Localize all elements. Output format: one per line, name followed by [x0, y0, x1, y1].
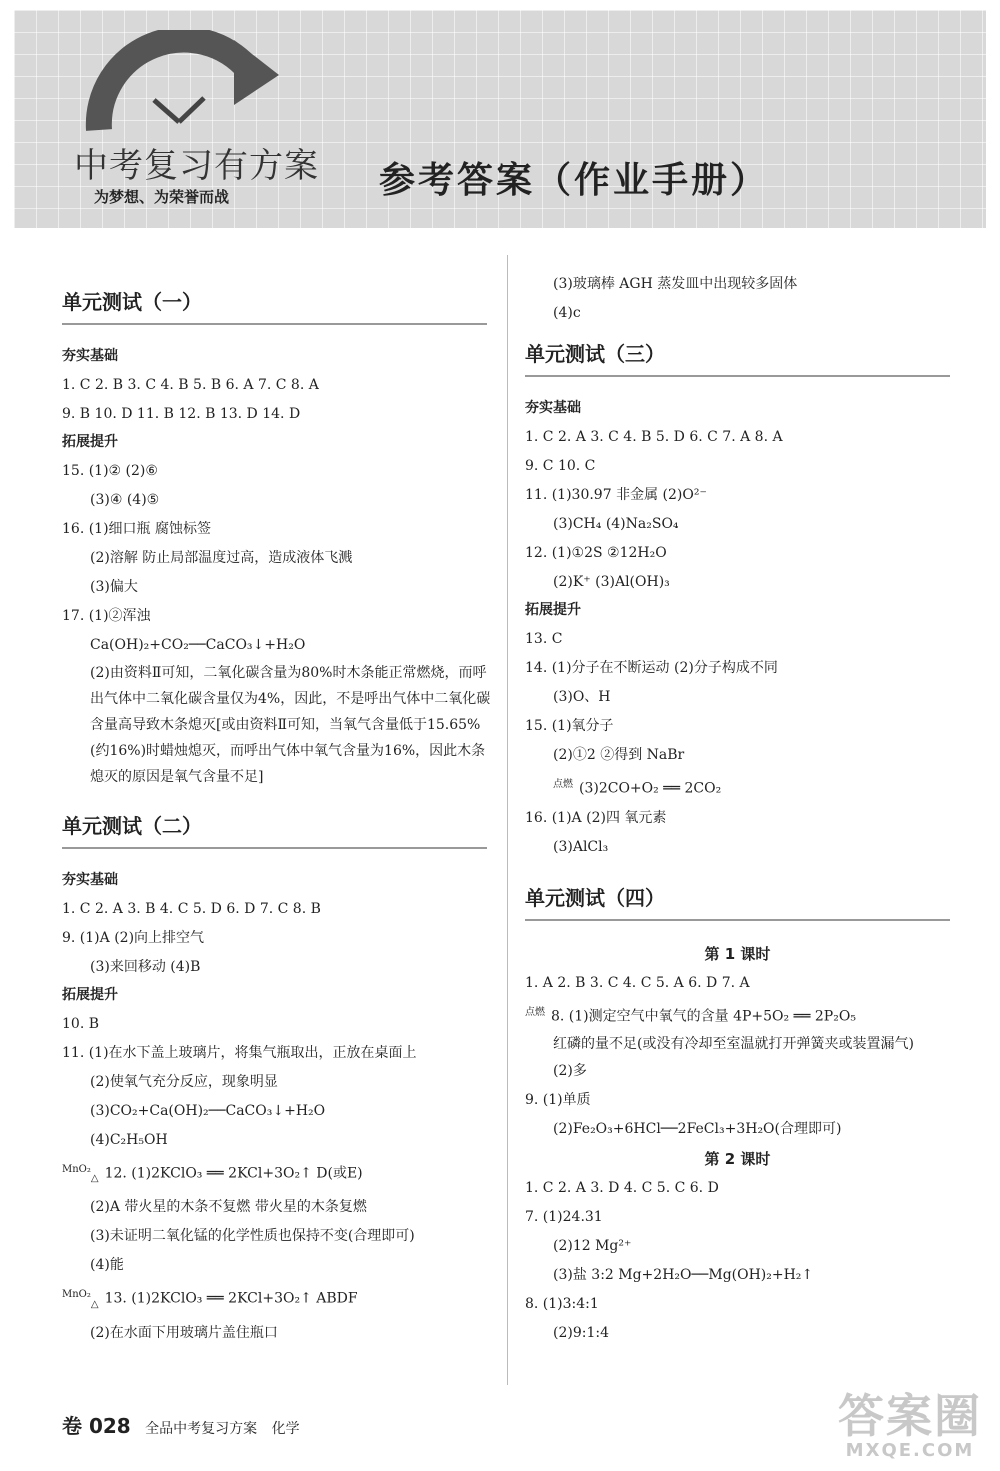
section-head-basic: 夯实基础	[62, 348, 118, 364]
answer-line: 11. (1)在水下盖上玻璃片，将集气瓶取出，正放在桌面上	[62, 1045, 417, 1061]
equation-condition: MnO₂	[62, 1164, 91, 1175]
equation-text: 8. (1)测定空气中氧气的含量 4P+5O₂ ══ 2P₂O₅	[551, 1008, 856, 1025]
section-head-basic: 夯实基础	[525, 400, 581, 416]
answer-line: 13. C	[525, 631, 563, 647]
section-head-extend: 拓展提升	[62, 434, 118, 450]
section-head-basic: 夯实基础	[62, 872, 118, 888]
answer-line: (2)12 Mg²⁺	[553, 1238, 632, 1255]
answer-line: 15. (1)② (2)⑥	[62, 463, 158, 479]
brand-subtitle: 为梦想、为荣誉而战	[94, 188, 230, 206]
answer-line: 8. (1)3:4:1	[525, 1296, 599, 1313]
answer-line: (3)④ (4)⑤	[90, 492, 160, 508]
answer-line: 11. (1)30.97 非金属 (2)O²⁻	[525, 487, 707, 503]
column-divider	[507, 255, 508, 1385]
answer-line: 1. A 2. B 3. C 4. C 5. A 6. D 7. A	[525, 974, 750, 991]
answer-line: (4)能	[90, 1257, 124, 1274]
page-header	[14, 10, 986, 228]
answer-line: 9. (1)A (2)向上排空气	[62, 930, 205, 946]
section-head-extend: 拓展提升	[62, 987, 118, 1003]
answer-line-equation	[525, 998, 955, 1032]
clock-arrow-logo-icon	[74, 30, 304, 140]
answer-line: 1. C 2. A 3. D 4. C 5. C 6. D	[525, 1180, 719, 1197]
answer-line: (3)AlCl₃	[553, 838, 609, 855]
equation-condition: △	[90, 1298, 99, 1310]
unit-title-3: 单元测试（三）	[525, 338, 950, 377]
answer-line-equation	[62, 1155, 492, 1193]
answer-line: 16. (1)细口瓶 腐蚀标签	[62, 521, 211, 537]
watermark-text: 答案圈	[838, 1389, 982, 1443]
answer-line: 7. (1)24.31	[525, 1209, 603, 1226]
answer-paragraph: (2)由资料Ⅱ可知，二氧化碳含量为80%时木条能正常燃烧，而呼出气体中二氧化碳含量仅为4%，因此，不是呼出气体中二氧化碳含量高导致木条熄灭[或由资料Ⅱ可知，当氧气含量低于15.65%(约16%)时蜡烛熄灭，而呼出气体中氧气含量为16%，因此木条熄灭的原因是氧气含量不足]	[90, 665, 491, 785]
answer-line: (4)c	[553, 305, 581, 321]
brand-title: 中考复习有方案	[74, 146, 319, 186]
answer-line: (2)K⁺ (3)Al(OH)₃	[553, 574, 670, 590]
page-footer	[62, 1410, 310, 1439]
answer-line: (2)A 带火星的木条不复燃 带火星的木条复燃	[90, 1199, 367, 1216]
answer-line: (3)偏大	[90, 579, 138, 595]
answer-line: (3)CO₂+Ca(OH)₂──CaCO₃↓+H₂O	[90, 1103, 326, 1119]
answer-line: (3)未证明二氧化锰的化学性质也保持不变(合理即可)	[90, 1228, 415, 1245]
answer-line: 1. C 2. A 3. C 4. B 5. D 6. C 7. A 8. A	[525, 429, 783, 445]
answer-line: (3)CH₄ (4)Na₂SO₄	[553, 516, 679, 532]
watermark-logo	[838, 1389, 982, 1461]
answer-line: 16. (1)A (2)四 氧元素	[525, 809, 667, 826]
answer-line: 15. (1)氧分子	[525, 718, 614, 734]
page-number: 卷 028	[62, 1414, 131, 1438]
book-title: 全品中考复习方案	[145, 1421, 258, 1437]
answer-line: 9. B 10. D 11. B 12. B 13. D 14. D	[62, 406, 301, 422]
unit-title-1: 单元测试（一）	[62, 286, 487, 325]
section-head-extend: 拓展提升	[525, 602, 581, 618]
answer-line: (2)多	[553, 1063, 587, 1080]
equation-condition: 点燃	[553, 779, 573, 790]
answer-line: (3)盐 3:2 Mg+2H₂O──Mg(OH)₂+H₂↑	[553, 1267, 814, 1284]
left-column	[62, 280, 492, 1348]
answer-line: 1. C 2. A 3. B 4. C 5. D 6. D 7. C 8. B	[62, 901, 321, 917]
answer-line: (2)使氧气充分反应，现象明显	[90, 1074, 278, 1090]
answer-line: (2)在水面下用玻璃片盖住瓶口	[90, 1324, 278, 1341]
answer-line: Ca(OH)₂+CO₂──CaCO₃↓+H₂O	[90, 637, 306, 653]
answer-line-equation	[525, 770, 955, 804]
answer-paragraph: 红磷的量不足(或没有冷却至室温就打开弹簧夹或装置漏气)	[553, 1036, 914, 1053]
page-title: 参考答案（作业手册）	[379, 160, 770, 201]
answer-line: (4)C₂H₅OH	[90, 1132, 168, 1148]
equation-text: 12. (1)2KClO₃ ══ 2KCl+3O₂↑ D(或E)	[104, 1165, 363, 1182]
answer-line: 10. B	[62, 1016, 100, 1032]
answer-line: 1. C 2. B 3. C 4. B 5. B 6. A 7. C 8. A	[62, 377, 319, 393]
answer-line: (3)O、H	[553, 689, 611, 705]
answer-line: 9. C 10. C	[525, 458, 596, 474]
answer-line: (3)来回移动 (4)B	[90, 959, 201, 975]
unit-title-2: 单元测试（二）	[62, 810, 487, 849]
answer-line: 17. (1)②浑浊	[62, 608, 151, 624]
lesson-heading: 第 2 课时	[704, 1150, 771, 1169]
watermark-url: MXQE.COM	[845, 1440, 975, 1461]
answer-line: (2)①2 ②得到 NaBr	[553, 747, 685, 763]
equation-condition: MnO₂	[62, 1289, 91, 1301]
equation-condition: △	[90, 1173, 99, 1185]
subject-label: 化学	[271, 1421, 300, 1437]
answer-line: (2)溶解 防止局部温度过高，造成液体飞溅	[90, 550, 353, 566]
answer-line-equation	[62, 1280, 492, 1318]
lesson-heading: 第 1 课时	[704, 944, 771, 963]
answer-line: 14. (1)分子在不断运动 (2)分子构成不同	[525, 660, 778, 676]
answer-line: (2)Fe₂O₃+6HCl──2FeCl₃+3H₂O(合理即可)	[553, 1121, 842, 1138]
equation-condition: 点燃	[525, 1006, 545, 1018]
answer-line: (2)9:1:4	[553, 1325, 609, 1342]
answer-line: (3)玻璃棒 AGH 蒸发皿中出现较多固体	[553, 276, 798, 292]
equation-text: (3)2CO+O₂ ══ 2CO₂	[579, 780, 722, 797]
unit-title-4: 单元测试（四）	[525, 882, 950, 921]
answer-line: 12. (1)①2S ②12H₂O	[525, 545, 667, 561]
equation-text: 13. (1)2KClO₃ ══ 2KCl+3O₂↑ ABDF	[104, 1291, 358, 1308]
right-column	[525, 270, 955, 1348]
answer-line: 9. (1)单质	[525, 1092, 591, 1109]
